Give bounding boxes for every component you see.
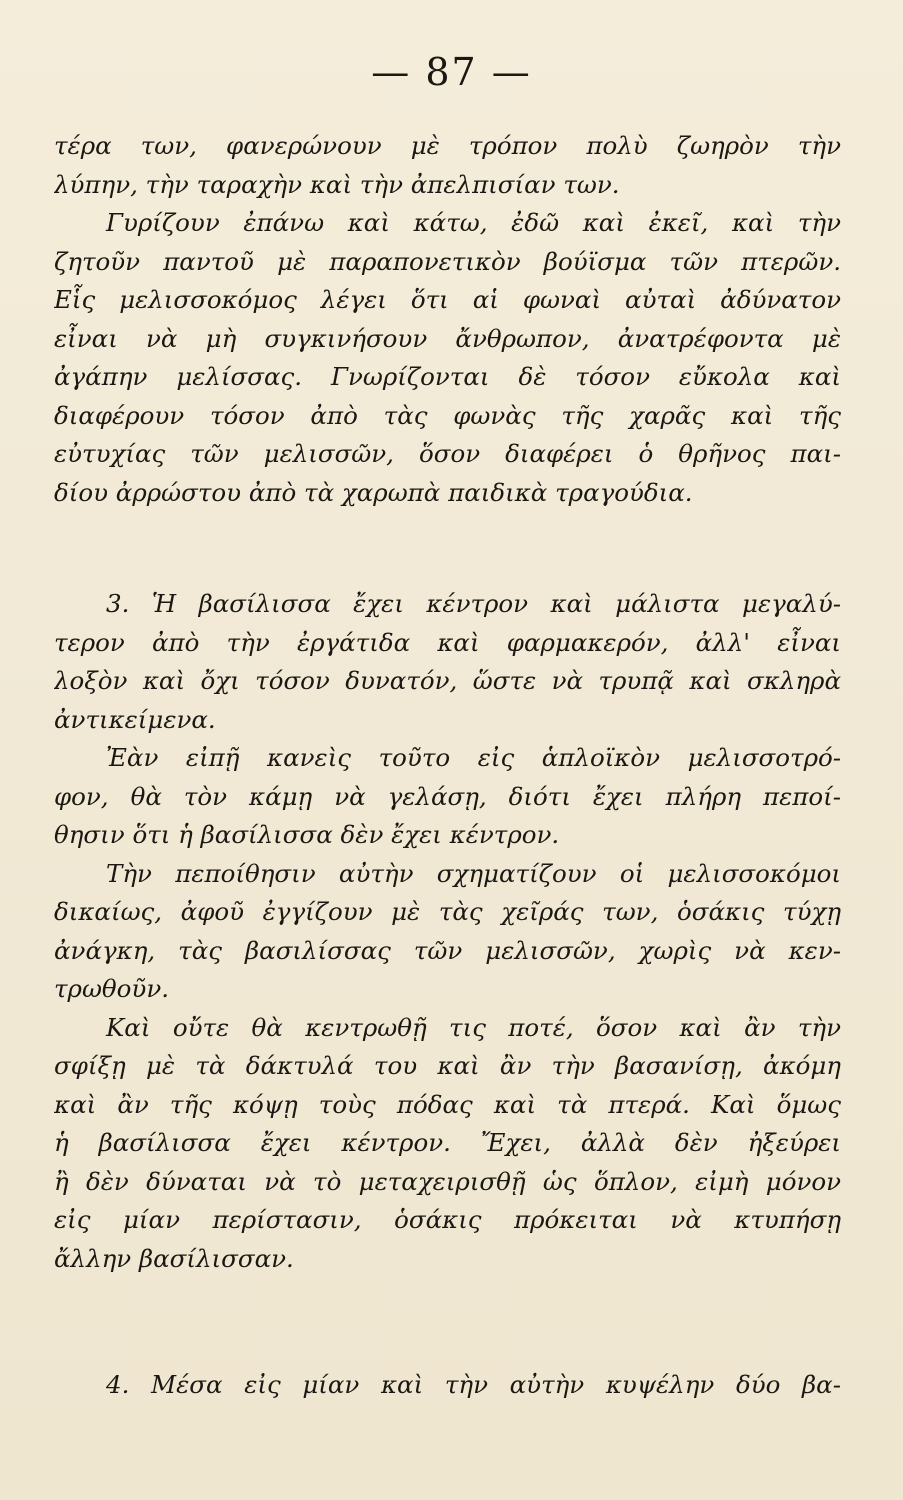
text-line: σφίξῃ μὲ τὰ δάκτυλά του καὶ ἂν τὴν βασανίσῃ, ἀκόμη xyxy=(54,1051,841,1080)
text-line: τέρα των, φανερώνουν μὲ τρόπον πολὺ ζωηρὸν τὴν xyxy=(54,131,841,160)
text-line: Εἷς μελισσοκόμος λέγει ὅτι αἱ φωναὶ αὐταὶ ἀδύνατον xyxy=(54,285,841,314)
text-line: Τὴν πεποίθησιν αὐτὴν σχηματίζουν οἱ μελισσοκόμοι xyxy=(106,858,841,888)
text-line: ἀνάγκη, τὰς βασιλίσσας τῶν μελισσῶν, χωρὶς νὰ κεν- xyxy=(54,935,841,965)
text-line: Καὶ οὔτε θὰ κεντρωθῇ τις ποτέ, ὅσον καὶ ἂν τὴν xyxy=(106,1012,841,1042)
paragraph xyxy=(54,127,841,204)
text-line: εἰς μίαν περίστασιν, ὁσάκις πρόκειται νὰ κτυπήσῃ xyxy=(54,1205,841,1234)
text-line: καὶ ἂν τῆς κόψῃ τοὺς πόδας καὶ τὰ πτερά. Καὶ ὅμως xyxy=(54,1089,841,1119)
paragraph xyxy=(54,739,841,855)
text-line: 3. Ἡ βασίλισσα ἔχει κέντρον καὶ μάλιστα μεγαλύ- xyxy=(106,589,841,618)
text-line: τρωθοῦν. xyxy=(54,974,170,1003)
text-line: εὐτυχίας τῶν μελισσῶν, ὅσον διαφέρει ὁ θρῆνος παι- xyxy=(54,439,841,468)
paragraph xyxy=(54,1009,841,1279)
text-line: τερον ἀπὸ τὴν ἐργάτιδα καὶ φαρμακερόν, ἀλλ' εἶναι xyxy=(54,627,841,657)
page-number: — 87 — xyxy=(371,50,532,94)
text-block-top xyxy=(54,127,841,512)
text-line: διαφέρουν τόσον ἀπὸ τὰς φωνὰς τῆς χαρᾶς καὶ τῆς xyxy=(54,400,841,430)
text-line: ἄλλην βασίλισσαν. xyxy=(54,1243,294,1273)
text-line: 4. Μέσα εἰς μίαν καὶ τὴν αὐτὴν κυψέλην δύο βα- xyxy=(106,1370,841,1399)
paragraph xyxy=(54,1366,841,1405)
text-line: λοξὸν καὶ ὄχι τόσον δυνατόν, ὥστε νὰ τρυπᾷ καὶ σκληρὰ xyxy=(54,666,841,695)
text-block-middle xyxy=(54,585,841,1278)
paragraph xyxy=(54,585,841,739)
text-line: ζητοῦν παντοῦ μὲ παραπονετικὸν βούϊσμα τῶν πτερῶν. xyxy=(54,246,841,276)
text-line: λύπην, τὴν ταραχὴν καὶ τὴν ἀπελπισίαν των. xyxy=(54,169,620,199)
paragraph xyxy=(54,855,841,1009)
text-line: Ἐὰν εἰπῇ κανεὶς τοῦτο εἰς ἁπλοϊκὸν μελισσοτρό- xyxy=(106,743,841,772)
text-line: φον, θὰ τὸν κάμῃ νὰ γελάσῃ, διότι ἔχει πλήρη πεποί- xyxy=(54,781,841,811)
text-line: ἀντικείμενα. xyxy=(54,704,216,734)
text-line: ἀγάπην μελίσσας. Γνωρίζονται δὲ τόσον εὔκολα καὶ xyxy=(54,362,841,391)
text-block-bottom xyxy=(54,1366,841,1405)
text-line: ἢ δὲν δύναται νὰ τὸ μεταχειρισθῇ ὡς ὅπλον, εἰμὴ μόνον xyxy=(54,1166,841,1196)
text-line: δίου ἀρρώστου ἀπὸ τὰ χαρωπὰ παιδικὰ τραγούδια. xyxy=(54,477,693,507)
text-line: εἶναι νὰ μὴ συγκινήσουν ἄνθρωπον, ἀνατρέφοντα μὲ xyxy=(54,323,841,353)
paragraph xyxy=(54,204,841,512)
text-line: δικαίως, ἀφοῦ ἐγγίζουν μὲ τὰς χεῖράς των, ὁσάκις τύχῃ xyxy=(54,897,841,926)
text-line: ἡ βασίλισσα ἔχει κέντρον. Ἔχει, ἀλλὰ δὲν ἠξεύρει xyxy=(54,1128,841,1157)
text-line: θησιν ὅτι ἡ βασίλισσα δὲν ἔχει κέντρον. xyxy=(54,820,560,849)
text-line: Γυρίζουν ἐπάνω καὶ κάτω, ἐδῶ καὶ ἐκεῖ, καὶ τὴν xyxy=(106,208,841,237)
